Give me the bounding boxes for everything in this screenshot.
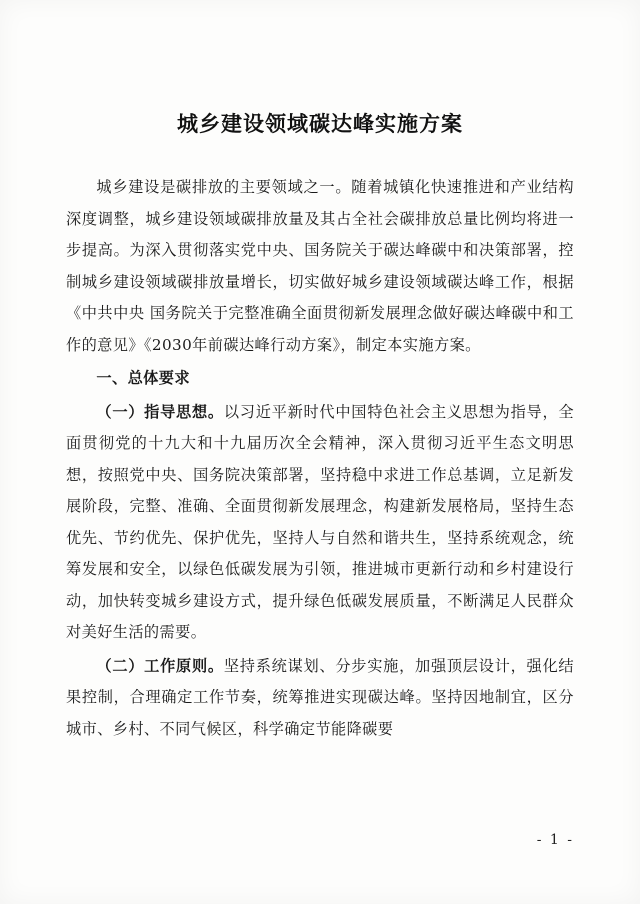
paragraph-text-guiding-ideology: 以习近平新时代中国特色社会主义思想为指导，全面贯彻党的十九大和十九届历次全会精神，深入贯彻习近平生态文明思想，按照党中央、国务院决策部署，坚持稳中求进工作总基调，立足新发展阶段，完整、准确、全面贯彻新发展理念，构建新发展格局，坚持生态优先、节约优先、保护优先，坚持人与自然和谐共生，坚持系统观念，统筹发展和安全，以绿色低碳发展为引领，推进城市更新行动和乡村建设行动，加快转变城乡建设方式，提升绿色低碳发展质量，不断满足人民群众对美好生活的需要。 [66,402,574,641]
document-body [66,172,574,745]
page-title: 城乡建设领域碳达峰实施方案 [177,111,463,136]
paragraph-text-work-principles: 坚持系统谋划、分步实施，加强顶层设计，强化结果控制，合理确定工作节奏，统筹推进实现碳达峰。坚持因地制宜，区分城市、乡村、不同气候区，科学确定节能降碳要 [66,656,574,738]
paragraph-guiding-ideology [66,397,574,649]
page-number: - 1 - [536,832,574,848]
paragraph-work-principles [66,651,574,746]
paragraph-intro: 城乡建设是碳排放的主要领域之一。随着城镇化快速推进和产业结构深度调整，城乡建设领域碳排放量及其占全社会碳排放总量比例均将进一步提高。为深入贯彻落实党中央、国务院关于碳达峰碳中和决策部署，控制城乡建设领域碳排放量增长，切实做好城乡建设领域碳达峰工作，根据《中共中央 国务院关于完整准确全面贯彻新发展理念做好碳达峰碳中和工作的意见》《2030年前碳达峰行动方案》，制定本实施方案。 [66,178,574,354]
heading-section-one: 一、总体要求 [96,369,190,387]
paragraph-lead-work-principles: （二）工作原则。 [96,656,224,675]
paragraph-lead-guiding-ideology: （一）指导思想。 [96,402,224,421]
